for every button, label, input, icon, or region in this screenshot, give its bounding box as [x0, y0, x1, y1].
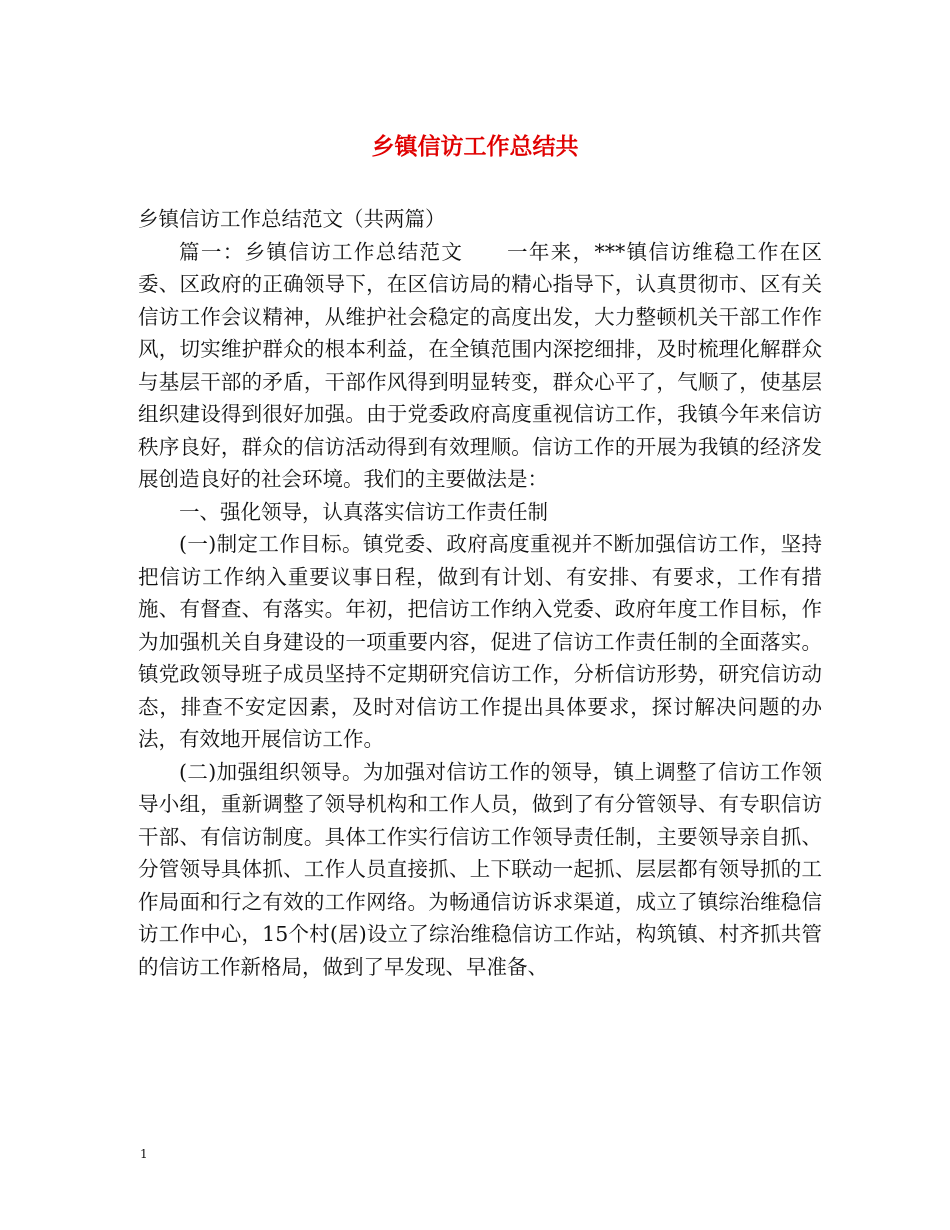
paragraph-work-goals: (一)制定工作目标。镇党委、政府高度重视并不断加强信访工作，坚持把信访工作纳入重要议事日程，做到有计划、有安排、有要求，工作有措施、有督查、有落实。年初，把信访工作纳入党委、政府年度工作目标，作为加强机关自身建设的一项重要内容，促进了信访工作责任制的全面落实。镇党政领导班子成员坚持不定期研究信访工作，分析信访形势，研究信访动态，排查不安定因素，及时对信访工作提出具体要求，探讨解决问题的办法，有效地开展信访工作。: [138, 532, 822, 751]
paragraph-intro: 篇一：乡镇信访工作总结范文 一年来，***镇信访维稳工作在区委、区政府的正确领导下，在区信访局的精心指导下，认真贯彻市、区有关信访工作会议精神，从维护社会稳定的高度出发，大力整顿机关干部工作作风，切实维护群众的根本利益，在全镇范围内深挖细排，及时梳理化解群众与基层干部的矛盾，干部作风得到明显转变，群众心平了，气顺了，使基层组织建设得到很好加强。由于党委政府高度重视信访工作，我镇今年来信访秩序良好，群众的信访活动得到有效理顺。信访工作的开展为我镇的经济发展创造良好的社会环境。我们的主要做法是：: [138, 239, 822, 491]
section-heading: 一、强化领导，认真落实信访工作责任制: [179, 499, 548, 524]
paragraph-organization: (二)加强组织领导。为加强对信访工作的领导，镇上调整了信访工作领导小组，重新调整了领导机构和工作人员，做到了有分管领导、有专职信访干部、有信访制度。具体工作实行信访工作领导责任制，主要领导亲自抓、分管领导具体抓、工作人员直接抓、上下联动一起抓、层层都有领导抓的工作局面和行之有效的工作网络。为畅通信访诉求渠道，成立了镇综治维稳信访工作中心，15个村(居)设立了综治维稳信访工作站，构筑镇、村齐抓共管的信访工作新格局，做到了早发现、早准备、: [138, 759, 822, 979]
document-subtitle: 乡镇信访工作总结范文（共两篇）: [138, 207, 446, 231]
document-body: [138, 203, 822, 983]
page-number: 1: [140, 1147, 148, 1161]
document-title: 乡镇信访工作总结共: [371, 133, 579, 160]
